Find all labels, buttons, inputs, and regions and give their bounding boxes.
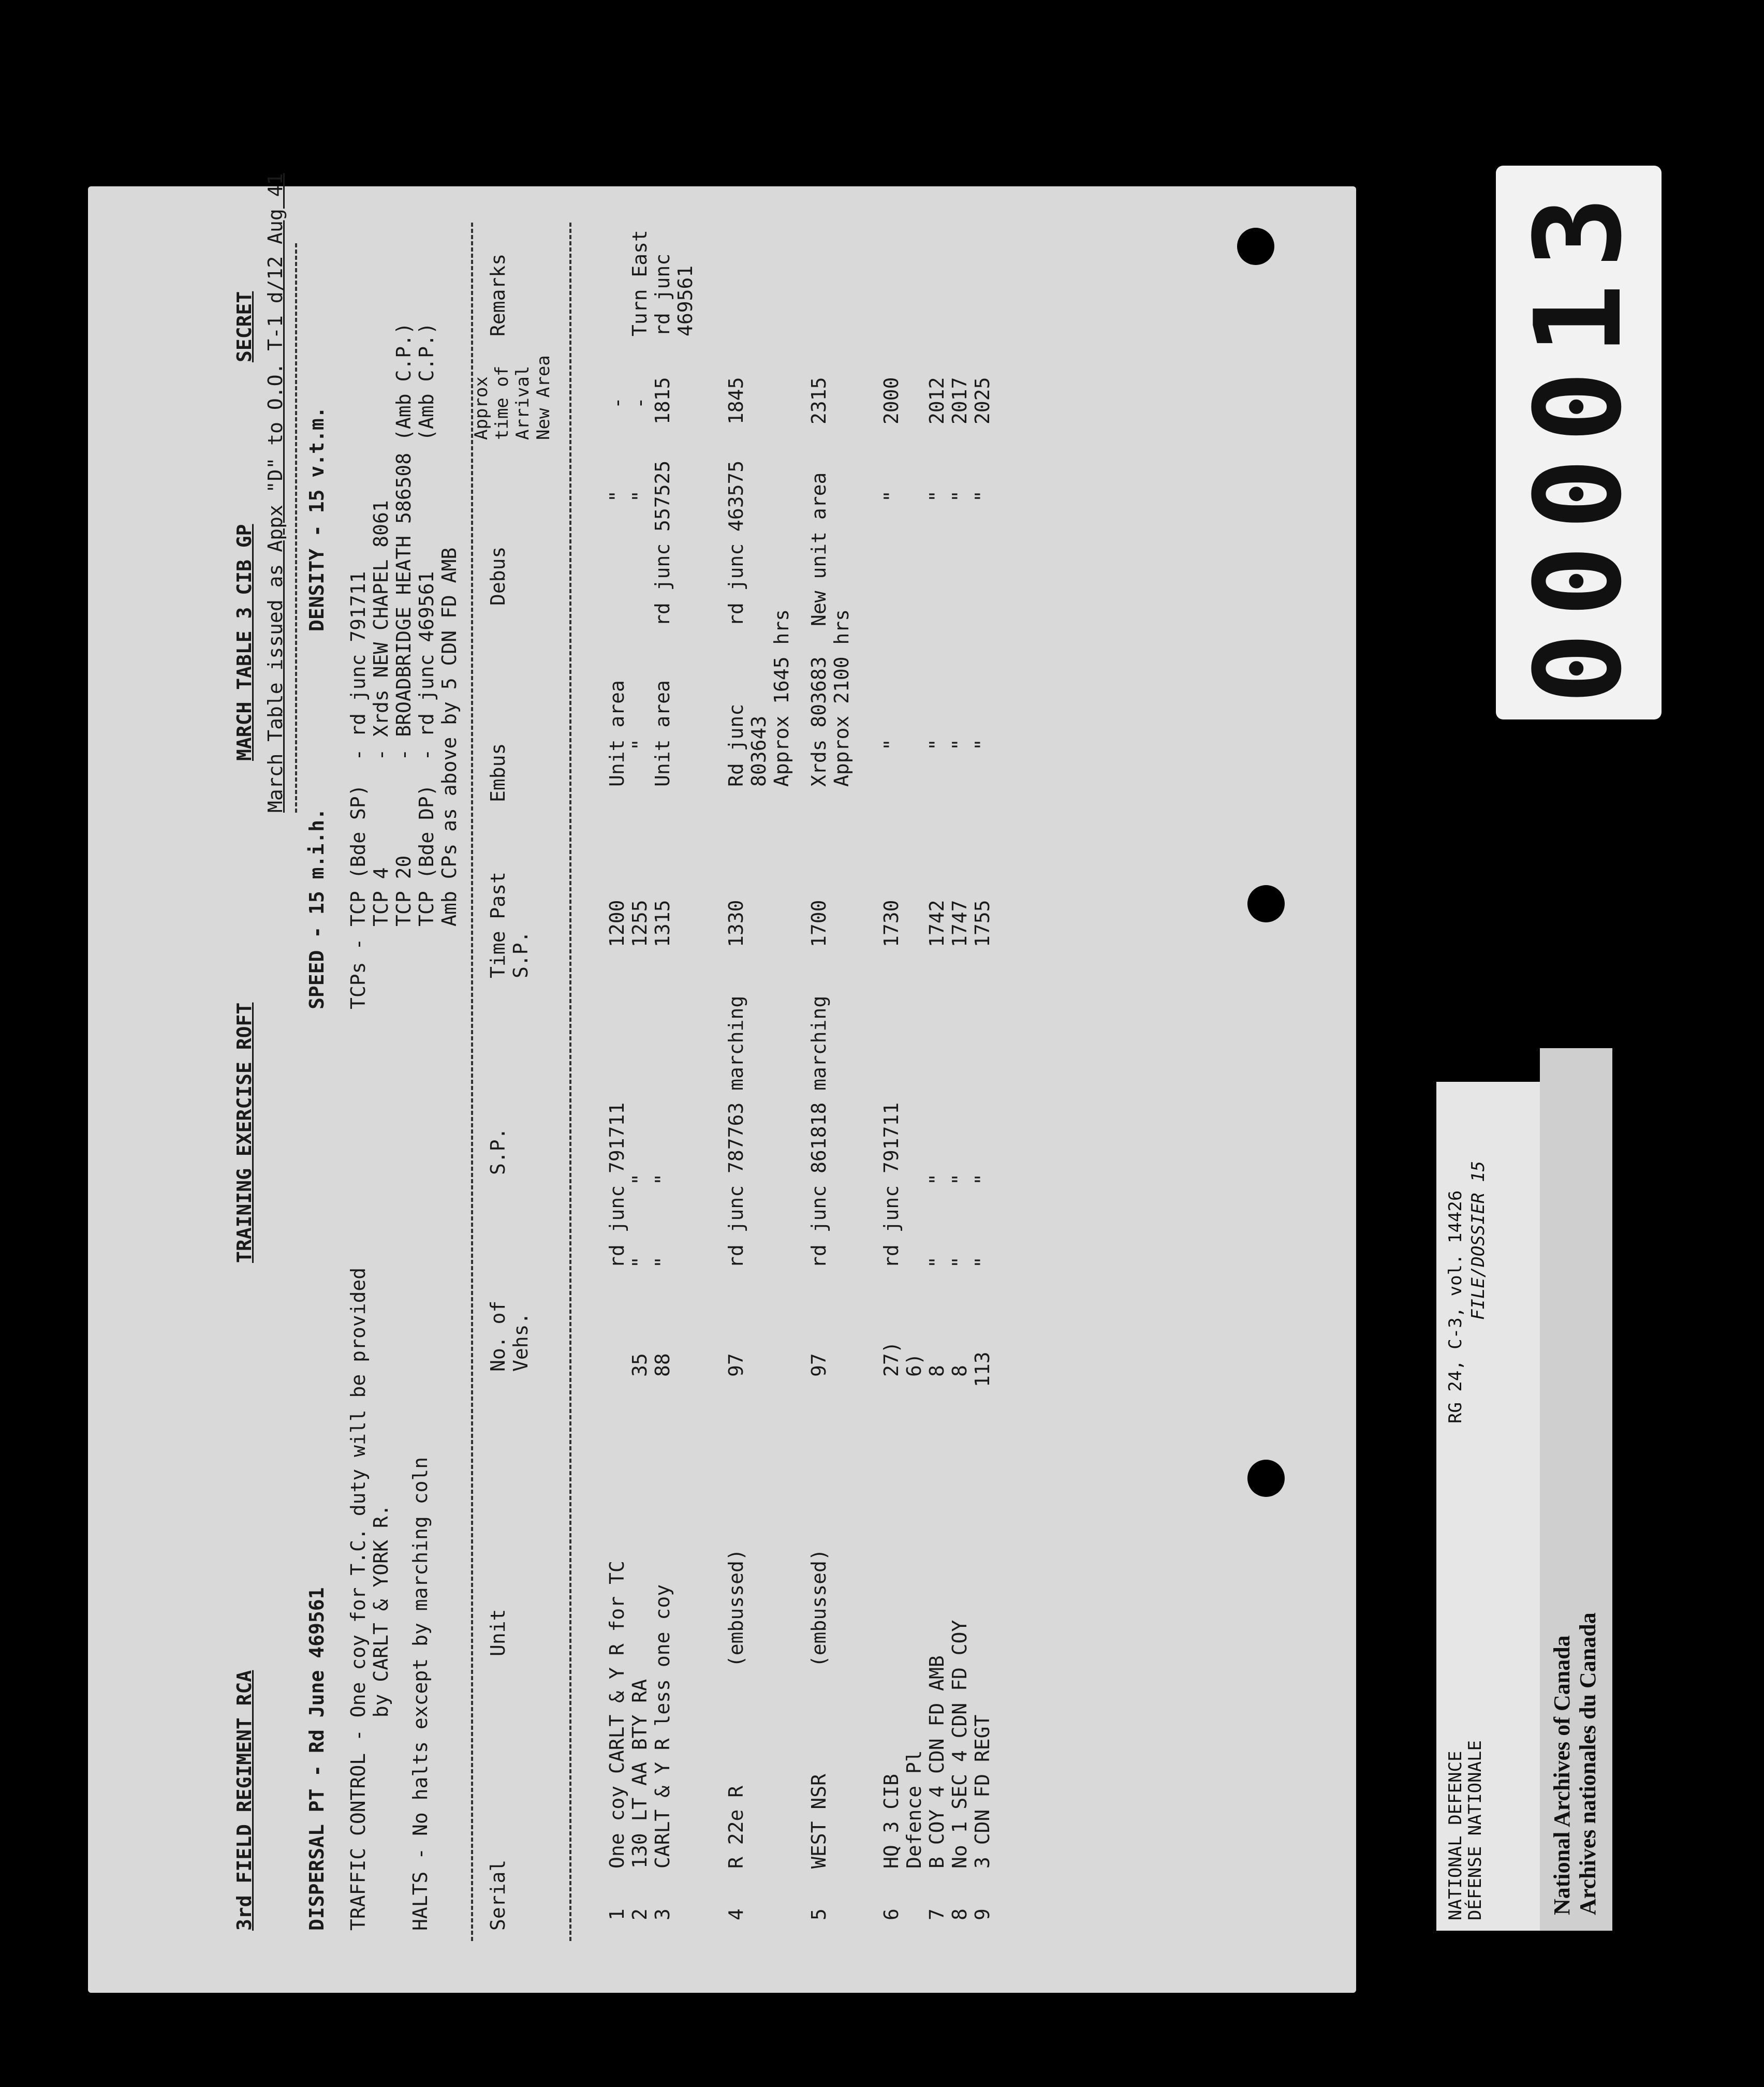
subheader-dash bbox=[295, 243, 297, 813]
row2-debus: " bbox=[628, 490, 651, 502]
tcp-line-2: TCP 4 - Xrds NEW CHAPEL 8061 bbox=[370, 500, 392, 1009]
row1-time: 1200 bbox=[606, 900, 628, 947]
row9-embus: " bbox=[971, 739, 994, 751]
row3-arrival: 1815 bbox=[651, 377, 674, 424]
halts: HALTS - No halts except by marching coln bbox=[409, 1457, 432, 1931]
archive-number-stamp bbox=[1496, 166, 1662, 719]
label-line1: NATIONAL DEFENCE bbox=[1445, 1751, 1466, 1920]
row2-serial: 2 bbox=[628, 1908, 651, 1920]
col-header-unit: Unit bbox=[487, 1609, 509, 1656]
row4-sp: rd junc 787763 marching bbox=[725, 995, 747, 1268]
row5-debus: New unit area bbox=[807, 472, 830, 626]
archive-institution-label bbox=[1540, 1048, 1612, 1931]
row9-vehs: 113 bbox=[971, 1351, 994, 1387]
row7-serial: 7 bbox=[925, 1908, 948, 1920]
row5-embus: Xrds 803683 Approx 2100 hrs bbox=[807, 609, 853, 787]
row1-embus: Unit area bbox=[606, 680, 628, 787]
row7-arrival: 2012 bbox=[925, 377, 948, 424]
archive-number: 000013 bbox=[1509, 181, 1648, 704]
label-ref: RG 24, C-3, vol. 14426 bbox=[1445, 1190, 1466, 1423]
row9-arrival: 2025 bbox=[971, 377, 994, 424]
row7-embus: " bbox=[925, 739, 948, 751]
row8-vehs: 8 bbox=[948, 1365, 971, 1377]
row6-arrival: 2000 bbox=[880, 377, 903, 424]
row8-serial: 8 bbox=[948, 1908, 971, 1920]
institution-en: National Archives of Canada bbox=[1549, 1635, 1575, 1915]
row9-serial: 9 bbox=[971, 1908, 994, 1920]
row8-arrival: 2017 bbox=[948, 377, 971, 424]
row7-unit: B COY 4 CDN FD AMB bbox=[925, 1655, 948, 1869]
row1-unit: One coy CARLT & Y R for TC bbox=[606, 1561, 628, 1869]
row9-time: 1755 bbox=[971, 900, 994, 947]
row6-serial: 6 bbox=[880, 1908, 903, 1920]
col-header-time-past: Time Past S.P. bbox=[487, 872, 532, 978]
row8-unit: No 1 SEC 4 CDN FD COY bbox=[948, 1620, 971, 1869]
row6-vehs: 27) 6) bbox=[880, 1341, 925, 1377]
row3-time: 1315 bbox=[651, 900, 674, 947]
tcp-line-3: TCP 20 - BROADBRIDGE HEATH 586508 (Amb C.P.) bbox=[392, 322, 415, 1009]
row2-embus: " bbox=[628, 739, 651, 751]
col-header-vehs: No. of Vehs. bbox=[487, 1300, 532, 1372]
row9-debus: " bbox=[971, 490, 994, 502]
label-line2: DÉFENSE NATIONALE bbox=[1465, 1740, 1486, 1920]
header-left: 3rd FIELD REGIMENT RCA bbox=[233, 1670, 256, 1931]
row8-debus: " bbox=[948, 490, 971, 502]
row4-vehs: 97 bbox=[725, 1353, 747, 1377]
document-content bbox=[88, 173, 1356, 1993]
subheader: March Table issued as Appx "D" to O.O. T-1 d/12 Aug 41 bbox=[264, 173, 287, 813]
row5-time: 1700 bbox=[807, 900, 830, 947]
speed: SPEED - 15 m.i.h. bbox=[305, 808, 328, 1009]
row3-debus: rd junc 557525 bbox=[651, 460, 674, 626]
traffic-control-line1: TRAFFIC CONTROL - One coy for T.C. duty will be provided bbox=[347, 1267, 370, 1931]
traffic-control-line2: by CARLT & YORK R. bbox=[370, 1504, 392, 1931]
row5-vehs: 97 bbox=[807, 1353, 830, 1377]
document-page bbox=[88, 173, 1356, 1993]
row9-sp: " " bbox=[971, 1173, 994, 1268]
col-header-sp: S.P. bbox=[487, 1127, 509, 1175]
row8-time: 1747 bbox=[948, 900, 971, 947]
row2-unit: 130 LT AA BTY RA bbox=[628, 1679, 651, 1869]
institution-fr: Archives nationales du Canada bbox=[1575, 1612, 1600, 1915]
row4-serial: 4 bbox=[725, 1908, 747, 1920]
dispersal-point: DISPERSAL PT - Rd June 469561 bbox=[305, 1587, 328, 1931]
classification: SECRET bbox=[233, 291, 256, 362]
row6-sp: rd junc 791711 bbox=[880, 1102, 903, 1268]
row3-sp: " " bbox=[651, 1173, 674, 1268]
row4-unit: R 22e R (embussed) bbox=[725, 1549, 747, 1869]
header-right: MARCH TABLE 3 CIB GP bbox=[233, 524, 256, 761]
row5-sp: rd junc 861818 marching bbox=[807, 995, 830, 1268]
row2-sp: " " bbox=[628, 1173, 651, 1268]
row7-debus: " bbox=[925, 490, 948, 502]
row7-time: 1742 bbox=[925, 900, 948, 947]
row5-serial: 5 bbox=[807, 1908, 830, 1920]
header-center: TRAINING EXERCISE ROFT bbox=[233, 1002, 256, 1263]
row3-vehs: 88 bbox=[651, 1353, 674, 1377]
row4-time: 1330 bbox=[725, 900, 747, 947]
row3-unit: CARLT & Y R less one coy bbox=[651, 1584, 674, 1869]
row4-debus: rd junc 463575 bbox=[725, 460, 747, 626]
row4-arrival: 1845 bbox=[725, 377, 747, 424]
row3-serial: 3 bbox=[651, 1908, 674, 1920]
row2-arrival: - bbox=[628, 397, 651, 409]
tcp-line-4: TCP (Bde DP) - rd junc 469561 (Amb C.P.) bbox=[415, 322, 438, 1009]
row3-remarks: Turn East rd junc 469561 bbox=[628, 230, 697, 336]
row7-vehs: 8 bbox=[925, 1365, 948, 1377]
col-header-debus: Debus bbox=[487, 546, 509, 606]
row4-embus: Rd junc 803643 Approx 1645 hrs bbox=[725, 609, 793, 787]
tcp-line-5: Amb CPs as above by 5 CDN FD AMB bbox=[438, 547, 461, 1009]
col-header-serial: Serial bbox=[487, 1859, 509, 1931]
row5-unit: WEST NSR (embussed) bbox=[807, 1549, 830, 1869]
row5-arrival: 2315 bbox=[807, 377, 830, 424]
row9-unit: 3 CDN FD REGT bbox=[971, 1714, 994, 1869]
archive-reference-label bbox=[1436, 1082, 1545, 1931]
row1-arrival: - bbox=[606, 397, 628, 409]
row8-sp: " " bbox=[948, 1173, 971, 1268]
col-header-remarks: Remarks bbox=[487, 253, 509, 336]
row2-vehs: 35 bbox=[628, 1353, 651, 1377]
row1-sp: rd junc 791711 bbox=[606, 1102, 628, 1268]
table-top-rule bbox=[471, 223, 473, 1941]
col-header-arrival: Approx time of Arrival New Area bbox=[471, 355, 554, 440]
row1-serial: 1 bbox=[606, 1908, 628, 1920]
tcp-line-1: TCPs - TCP (Bde SP) - rd junc 791711 bbox=[347, 571, 370, 1009]
label-file: FILE/DOSSIER 15 bbox=[1468, 1160, 1489, 1320]
row6-unit: HQ 3 CIB Defence Pl bbox=[880, 1750, 925, 1869]
row7-sp: " " bbox=[925, 1173, 948, 1268]
row1-debus: " bbox=[606, 490, 628, 502]
density: DENSITY - 15 v.t.m. bbox=[305, 406, 328, 631]
row6-debus: " bbox=[880, 490, 903, 502]
col-header-embus: Embus bbox=[487, 743, 509, 802]
row2-time: 1255 bbox=[628, 900, 651, 947]
table-header-rule bbox=[569, 223, 571, 1941]
row8-embus: " bbox=[948, 739, 971, 751]
row6-embus: " bbox=[880, 739, 903, 751]
row3-embus: Unit area bbox=[651, 680, 674, 787]
row6-time: 1730 bbox=[880, 900, 903, 947]
